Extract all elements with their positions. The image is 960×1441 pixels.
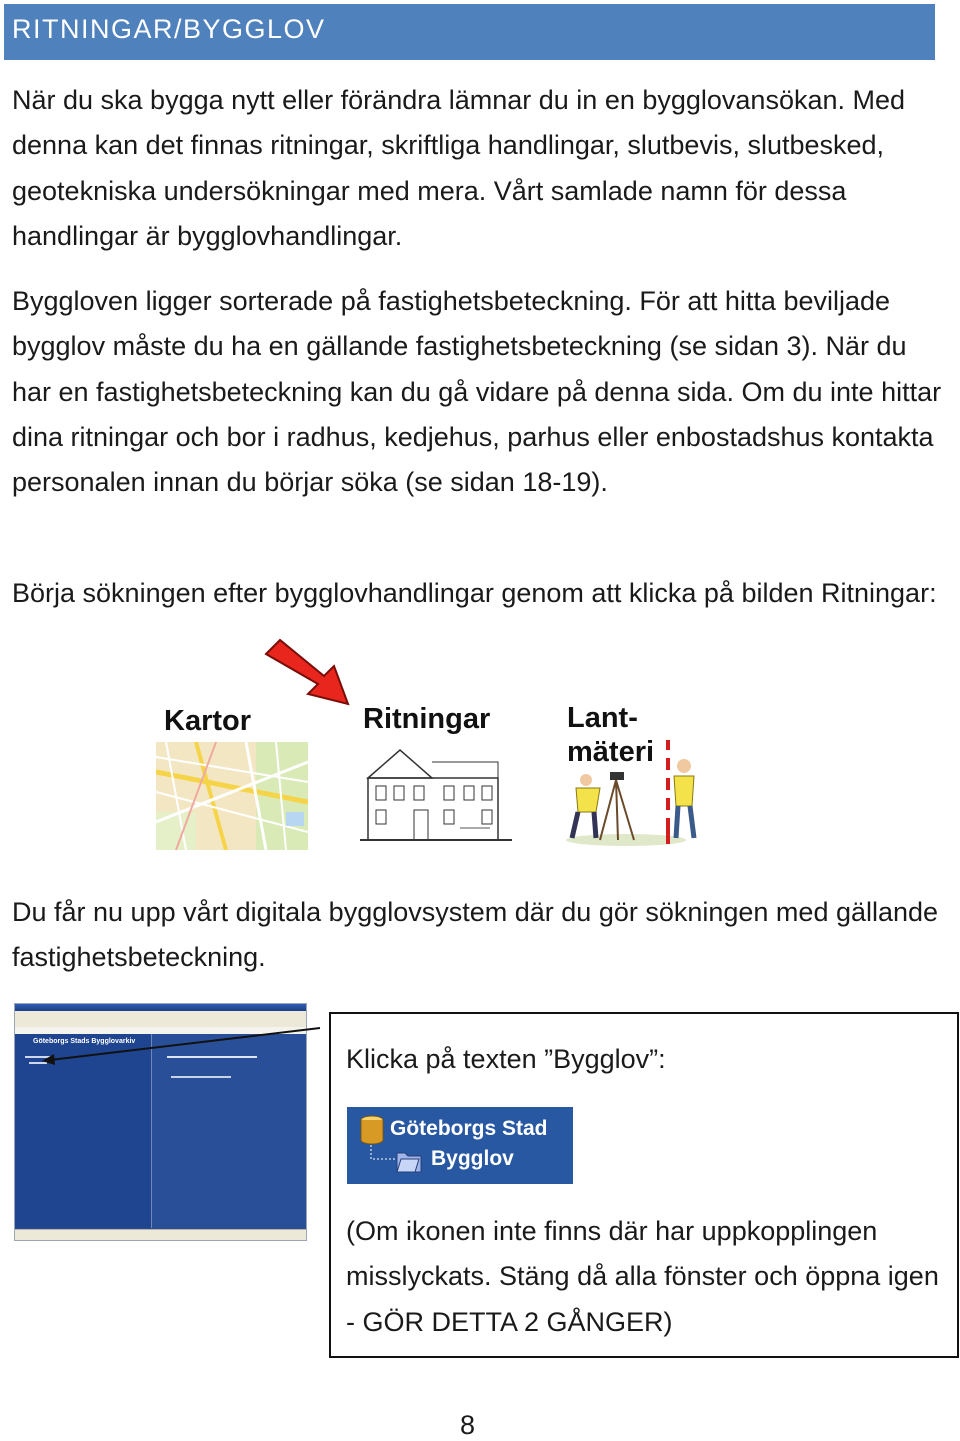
screenshot-titlebar — [15, 1004, 306, 1011]
instruction-title: Klicka på texten ”Bygglov”: — [346, 1044, 666, 1074]
screenshot-statusbar — [15, 1229, 306, 1240]
database-icon — [359, 1115, 385, 1145]
icon-text-bygglov[interactable]: Bygglov — [431, 1147, 514, 1170]
intro-paragraph: När du ska bygga nytt eller förändra lämnar du in en bygglovansökan. Med denna kan det finnas ritningar, skriftliga handlingar, slutbevis, slutbesked, geotekniska undersökningar med mera. Vårt samlade namn för dessa handlingar är bygglovhandlingar. — [12, 85, 906, 251]
map-icon — [156, 742, 308, 850]
screenshot-content-line — [171, 1076, 231, 1078]
icon-text-goteborgs-stad: Göteborgs Stad — [390, 1117, 548, 1140]
surveyor-icon — [556, 740, 710, 850]
ritningar-link[interactable] — [360, 700, 512, 850]
building-drawing-icon — [360, 738, 512, 850]
kartor-label: Kartor — [164, 705, 252, 737]
lantmateri-label-1: Lant- — [567, 702, 638, 734]
page-number: 8 — [460, 1410, 476, 1440]
start-paragraph: Börja sökningen efter bygglovhandlingar genom att klicka på bilden Ritningar: — [12, 578, 937, 608]
system-paragraph: Du får nu upp vårt digitala bygglovsystem där du gör sökningen med gällande fastighetsbeteckning. — [12, 897, 939, 973]
instruction-note: (Om ikonen inte finns där har uppkopplingen misslyckats. Stäng då alla fönster och öppna igen - GÖR DETTA 2 GÅNGER) — [346, 1216, 939, 1337]
instruction-box — [329, 1012, 959, 1358]
screenshot-heading: Göteborgs Stads Bygglovarkiv — [33, 1038, 136, 1045]
bygglov-icon-button[interactable] — [347, 1107, 573, 1184]
sorting-paragraph: Byggloven ligger sorterade på fastighetsbeteckning. För att hitta beviljade bygglov måste du ha en gällande fastighetsbeteckning (se sidan 3). När du har en fastighetsbeteckning kan du gå vidare på denna sida. Om du inte hittar dina ritningar och bor i radhus, kedjehus, parhus eller enbostadshus kontakta personalen innan du börjar söka (se sidan 18-19). — [12, 286, 942, 498]
section-title: RITNINGAR/BYGGLOV — [12, 14, 326, 44]
pointer-line-icon — [40, 1024, 322, 1068]
lantmateri-link[interactable] — [556, 700, 710, 850]
folder-icon — [395, 1147, 423, 1175]
kartor-link[interactable] — [156, 700, 308, 850]
lantmateri-label-2: mäteri — [567, 736, 655, 768]
section-header — [4, 4, 935, 60]
ritningar-label: Ritningar — [363, 703, 491, 735]
